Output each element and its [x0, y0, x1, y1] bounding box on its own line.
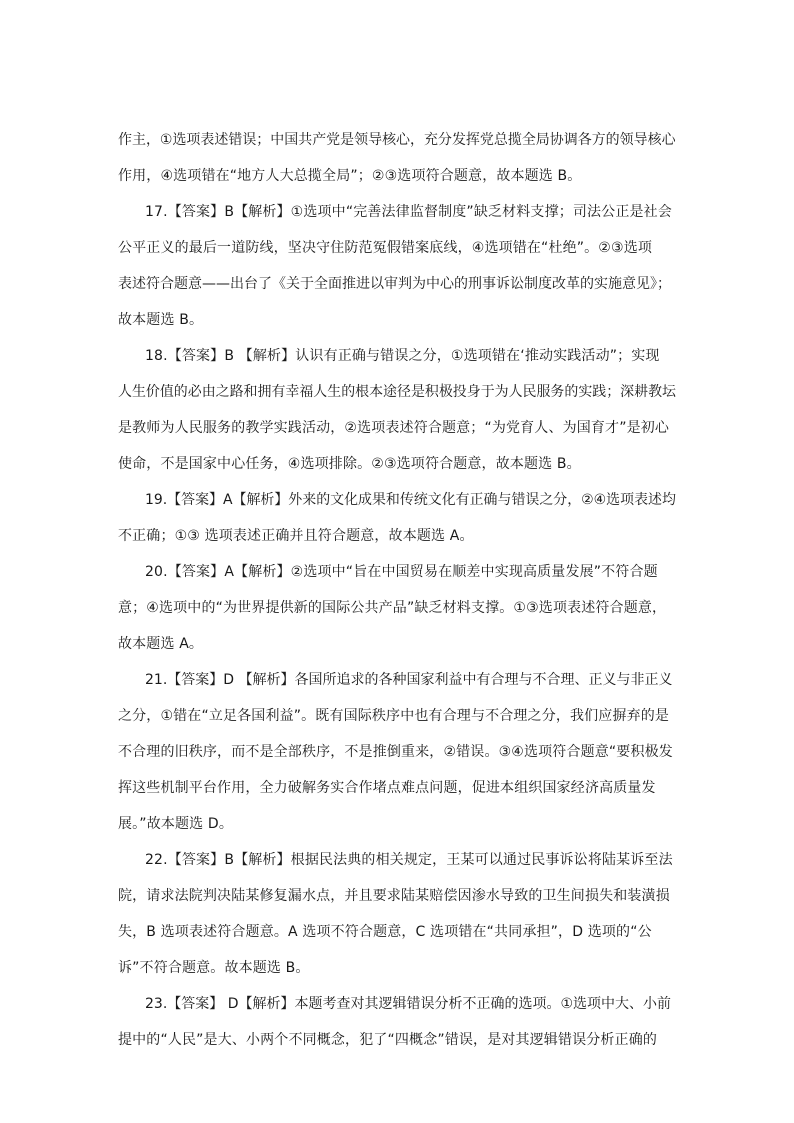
- text-line: 23.【答案】 D【解析】本题考查对其逻辑错误分析不正确的选项。①选项中大、小前: [145, 996, 672, 1012]
- text-line: 18.【答案】B 【解析】认识有正确与错误之分，①选项错在‘推动实践活动”；实现: [145, 348, 660, 364]
- text-line: 挥这些机制平台作用，全力破解务实合作堵点难点问题，促进本组织国家经济高质量发: [118, 780, 656, 796]
- text-line: 21.【答案】D 【解析】各国所追求的各种国家利益中有合理与不合理、正义与非正义: [145, 672, 673, 688]
- text-line: 公平正义的最后一道防线，坚决守住防范冤假错案底线，④选项错在“杜绝”。②③选项: [118, 240, 653, 256]
- text-line: 诉”不符合题意。故本题选 B。: [118, 960, 310, 976]
- text-line: 意；④选项中的“为世界提供新的国际公共产品”缺乏材料支撑。①③选项表述符合题意，: [118, 600, 667, 616]
- text-line: 19.【答案】A【解析】外来的文化成果和传统文化有正确与错误之分，②④选项表述均: [145, 492, 676, 508]
- text-line: 20.【答案】A【解析】②选项中“旨在中国贸易在顺差中实现高质量发展”不符合题: [145, 564, 658, 580]
- text-line: 展。”故本题选 D。: [118, 816, 233, 832]
- text-line: 之分，①错在“立足各国利益”。既有国际秩序中也有合理与不合理之分，我们应摒弃的是: [118, 708, 670, 724]
- text-line: 作用，④选项错在“地方人大总揽全局”；②③选项符合题意，故本题选 B。: [118, 168, 582, 184]
- text-line: 22.【答案】B【解析】根据民法典的相关规定，王某可以通过民事诉讼将陆某诉至法: [145, 852, 673, 868]
- text-line: 是教师为人民服务的教学实践活动，②选项表述符合题意；“为党育人、为国育才”是初心: [118, 420, 670, 436]
- text-line: 故本题选 B。: [118, 312, 204, 328]
- text-line: 院，请求法院判决陆某修复漏水点，并且要求陆某赔偿因渗水导致的卫生间损失和装潢损: [118, 888, 670, 904]
- text-line: 失，B 选项表述符合题意。A 选项不符合题意，C 选项错在“共同承担”，D 选项的“公: [118, 924, 652, 940]
- text-line: 使命，不是国家中心任务，④选项排除。②③选项符合题意，故本题选 B。: [118, 456, 581, 472]
- text-line: 提中的“人民”是大、小两个不同概念，犯了“四概念”错误，是对其逻辑错误分析正确的: [118, 1032, 658, 1048]
- text-line: 表述符合题意——出台了《关于全面推进以审判为中心的刑事诉讼制度改革的实施意见》；: [118, 276, 671, 292]
- text-line: 不正确；①③ 选项表述正确并且符合题意，故本题选 A。: [118, 528, 474, 544]
- text-line: 故本题选 A。: [118, 636, 204, 652]
- text-line: 作主，①选项表述错误；中国共产党是领导核心，充分发挥党总揽全局协调各方的领导核心: [118, 132, 676, 148]
- text-line: 不合理的旧秩序，而不是全部秩序，不是推倒重来，②错误。③④选项符合题意“要积极发: [118, 744, 673, 760]
- text-line: 17.【答案】B【解析】①选项中“完善法律监督制度”缺乏材料支撑；司法公正是社会: [145, 204, 672, 220]
- text-line: 人生价值的必由之路和拥有幸福人生的根本途径是积极投身于为人民服务的实践；深耕教坛: [118, 384, 676, 400]
